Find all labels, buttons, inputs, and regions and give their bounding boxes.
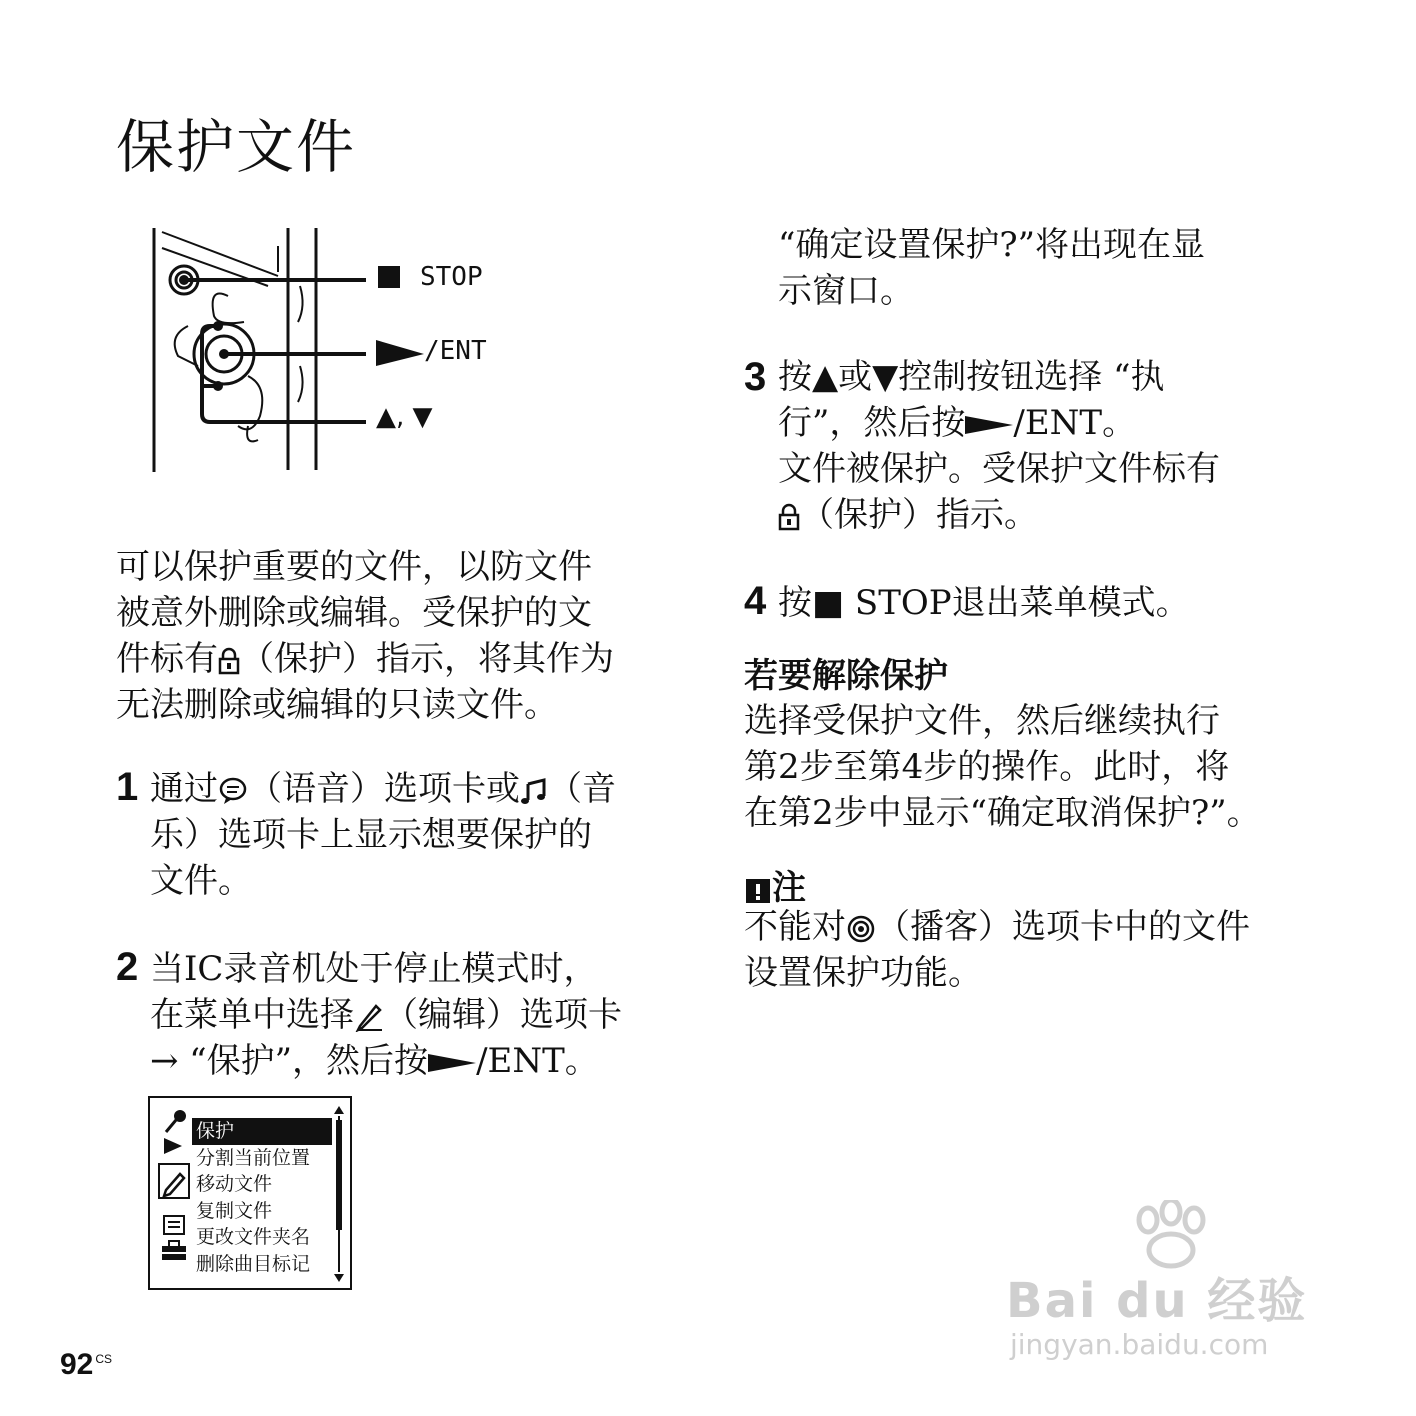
play-arrow-icon: [965, 414, 1013, 436]
lock-icon: [218, 647, 240, 675]
stop-label: STOP: [420, 262, 483, 292]
watermark-url: jingyan.baidu.com: [1010, 1328, 1269, 1361]
step-1-number: 1: [116, 765, 139, 809]
play-icon: [164, 1138, 182, 1154]
edit-icon: [159, 1164, 189, 1198]
updown-label: ▲, ▼: [376, 402, 433, 432]
menu-item-copy[interactable]: 复制文件: [196, 1199, 273, 1222]
stop-square-icon: [378, 266, 400, 288]
intro-paragraph: 可以保护重要的文件，以防文件 被意外删除或编辑。受保护的文 件标有 （保护）指示，将其作为 无法删除或编辑的只读文件。: [116, 547, 614, 725]
edit-tab-icon: [354, 1002, 384, 1032]
menu-tab-icons: [158, 1106, 190, 1276]
menu-item-rename-folder[interactable]: 更改文件夹名: [196, 1226, 311, 1249]
step-3-number: 3: [744, 355, 767, 399]
menu-item-move[interactable]: 移动文件: [196, 1173, 273, 1196]
menu-item-protect[interactable]: 保护: [192, 1118, 332, 1145]
menu-scrollbar[interactable]: [332, 1104, 346, 1284]
play-arrow-icon: [428, 1052, 476, 1074]
step-4-text: 按■ STOP退出菜单模式。: [778, 583, 1190, 623]
microphone-icon: [166, 1110, 186, 1132]
toolbox-icon: [162, 1241, 186, 1260]
note-icon: [744, 875, 772, 905]
note-heading: 注: [744, 860, 806, 909]
step-1-text: 通过 （语音）选项卡或 （音 乐）选项卡上显示想要保护的 文件。: [150, 769, 616, 901]
paw-logo-icon: [1126, 1200, 1216, 1270]
scroll-down-arrow-icon: [334, 1274, 344, 1282]
step-3-text: 按▲或▼控制按钮选择 “执 行”，然后按 /ENT。 文件被保护。受保护文件标有 （保护）指示。: [778, 357, 1220, 535]
note-text: 不能对 （播客）选项卡中的文件 设置保护功能。: [744, 907, 1250, 993]
step-2-text: 当IC录音机处于停止模式时， 在菜单中选择 （编辑）选项卡 → “保护”，然后按 /ENT。: [150, 949, 622, 1081]
step-2-number: 2: [116, 945, 139, 989]
page-title: 保护文件: [116, 113, 357, 181]
ent-label: /ENT: [424, 336, 487, 366]
scroll-up-arrow-icon: [334, 1106, 344, 1114]
podcast-tab-icon: [846, 914, 876, 944]
unprotect-text: 选择受保护文件，然后继续执行 第2步至第4步的操作。此时，将 在第2步中显示“确定取消保护?”。: [744, 701, 1261, 833]
menu-item-divide[interactable]: 分割当前位置: [196, 1146, 311, 1169]
music-tab-icon: [520, 776, 548, 806]
voice-tab-icon: [218, 776, 248, 806]
lock-icon: [778, 503, 800, 531]
watermark-brand: Bai du 经验: [1006, 1273, 1308, 1329]
menu-list: [192, 1118, 332, 1278]
menu-screen: [148, 1096, 352, 1290]
baidu-watermark: [1006, 1200, 1336, 1370]
step-4-number: 4: [744, 579, 767, 623]
step-2-continued: “确定设置保护?”将出现在显 示窗口。: [778, 225, 1205, 311]
play-arrow-icon: [376, 340, 424, 366]
display-icon: [164, 1216, 184, 1234]
page-number: 92 $^{CS}$: [60, 1348, 113, 1381]
menu-item-erase-marks[interactable]: 删除曲目标记: [196, 1252, 311, 1275]
unprotect-heading: 若要解除保护: [744, 656, 948, 696]
